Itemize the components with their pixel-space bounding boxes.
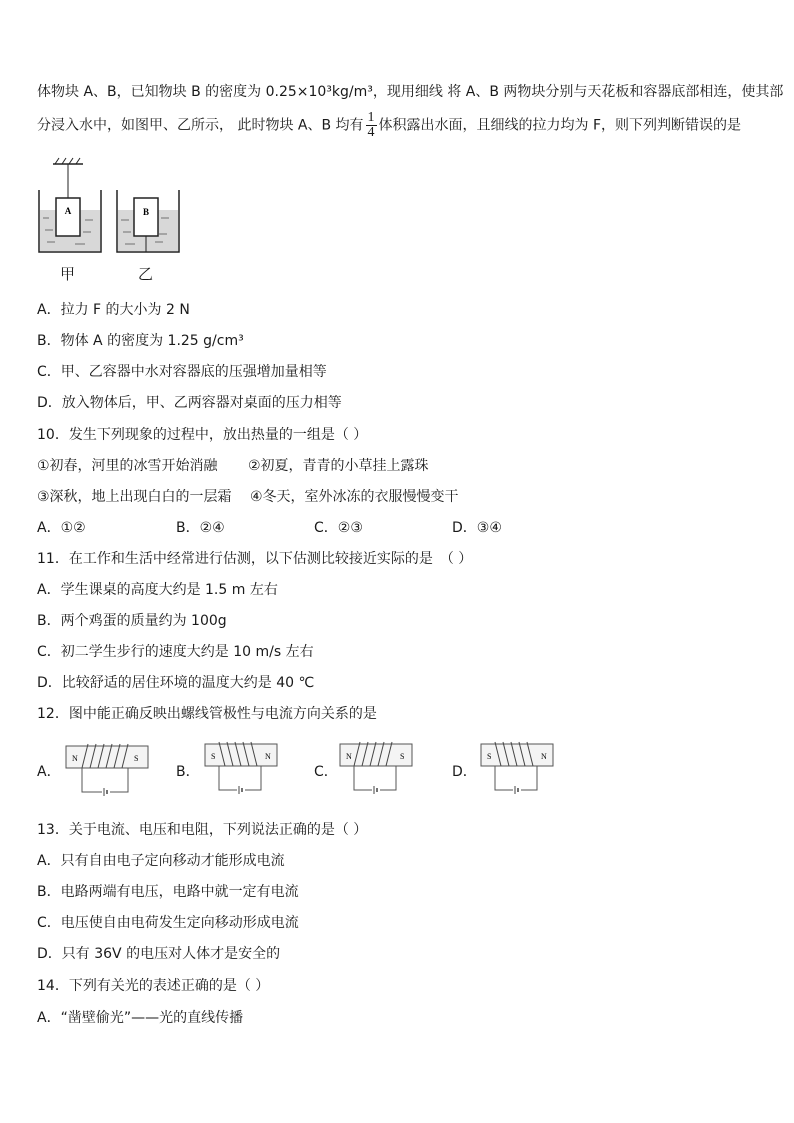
q10-option-b: B．②④ (176, 520, 225, 536)
q10-item-3: ③深秋，地上出现白白的一层霜 (37, 489, 232, 505)
q14-option-a: A．“凿壁偷光”——光的直线传播 (37, 1010, 244, 1026)
q12-option-c-label: C． (314, 764, 338, 780)
q9-fraction-denominator: 4 (367, 125, 375, 140)
q12-a-right-pole: S (134, 754, 139, 763)
q9-option-b: B．物体 A 的密度为 1.25 g/cm³ (37, 333, 244, 349)
q13-option-d: D．只有 36V 的电压对人体才是安全的 (37, 946, 281, 962)
q9-line-2 (37, 111, 741, 140)
q9-block-a-label: A (64, 206, 72, 216)
q13-option-c: C．电压使自由电荷发生定向移动形成电流 (37, 915, 299, 931)
q13-stem: 13．关于电流、电压和电阻，下列说法正确的是（ ） (37, 822, 368, 838)
q12-option-a-label: A． (37, 764, 61, 780)
q9-fraction (366, 111, 377, 140)
q13-option-a: A．只有自由电子定向移动才能形成电流 (37, 853, 285, 869)
q11-option-a: A．学生课桌的高度大约是 1.5 m 左右 (37, 582, 278, 598)
q12-solenoid-a (66, 742, 148, 800)
q10-option-d: D．③④ (452, 520, 502, 536)
q9-option-c: C．甲、乙容器中水对容器底的压强增加量相等 (37, 364, 327, 380)
q12-b-right-pole: N (265, 752, 271, 761)
q12-c-left-pole: N (346, 752, 352, 761)
q10-option-a: A．①② (37, 520, 86, 536)
q10-item-1: ①初春，河里的冰雪开始消融 (37, 458, 218, 474)
q10-stem: 10．发生下列现象的过程中，放出热量的一组是（ ） (37, 427, 368, 443)
q11-option-b: B．两个鸡蛋的质量约为 100g (37, 613, 227, 629)
q9-caption-yi: 乙 (138, 265, 154, 283)
q13-option-b: B．电路两端有电压，电路中就一定有电流 (37, 884, 299, 900)
q12-option-d-label: D． (452, 764, 477, 780)
q10-item-2: ②初夏，青青的小草挂上露珠 (248, 458, 429, 474)
q12-b-left-pole: S (211, 752, 216, 761)
q10-option-c: C．②③ (314, 520, 363, 536)
q9-figure (35, 160, 185, 265)
q12-solenoid-c (340, 740, 412, 798)
q10-item-4: ④冬天，室外冰冻的衣服慢慢变干 (250, 489, 459, 505)
q12-d-right-pole: N (541, 752, 547, 761)
q9-fraction-numerator: 1 (367, 110, 375, 125)
q9-option-d: D．放入物体后，甲、乙两容器对桌面的压力相等 (37, 395, 342, 411)
q12-a-left-pole: N (72, 754, 78, 763)
q9-line-2-post: 体积露出水面，且细线的拉力均为 F，则下列判断错误的是 (378, 117, 742, 134)
q9-line-2-pre: 分浸入水中，如图甲、乙所示， 此时物块 A、B 均有 (37, 117, 364, 134)
q9-line-1: 体物块 A、B，已知物块 B 的密度为 0.25×10³kg/m³，现用细线 将 A、B 两物块分别与天花板和容器底部相连，使其部 (37, 84, 784, 100)
q14-stem: 14．下列有关光的表述正确的是（ ） (37, 978, 270, 994)
q12-stem: 12．图中能正确反映出螺线管极性与电流方向关系的是 (37, 706, 377, 722)
q11-option-c: C．初二学生步行的速度大约是 10 m/s 左右 (37, 644, 314, 660)
q11-stem: 11．在工作和生活中经常进行估测，以下估测比较接近实际的是 （ ） (37, 551, 473, 567)
q12-solenoid-b (205, 740, 277, 798)
q9-option-a: A．拉力 F 的大小为 2 N (37, 302, 190, 318)
q12-option-b-label: B． (176, 764, 200, 780)
q11-option-d: D．比较舒适的居住环境的温度大约是 40 ℃ (37, 675, 315, 691)
q12-c-right-pole: S (400, 752, 405, 761)
q9-caption-jia: 甲 (60, 265, 76, 283)
q12-solenoid-d (481, 740, 553, 798)
q12-d-left-pole: S (487, 752, 492, 761)
q9-block-b-label: B (142, 207, 150, 217)
